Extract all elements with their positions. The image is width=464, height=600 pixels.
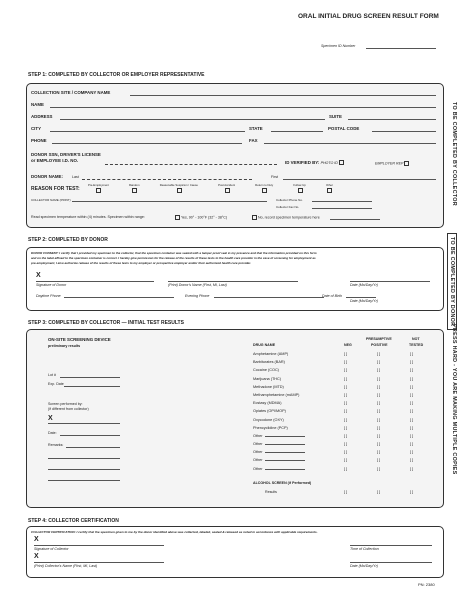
reason-label: Pre-Employment (88, 183, 109, 187)
side-label-press-hard: PRESS HARD - YOU ARE MAKING MULTIPLE COPIES (451, 324, 457, 475)
donor-signature-field[interactable] (36, 281, 154, 282)
positive-checkbox[interactable]: [ ] (377, 458, 381, 463)
name-field[interactable] (50, 107, 436, 108)
alcohol-screen-label: ALCOHOL SCREEN (if Performed) (253, 481, 312, 485)
drug-name: Other (253, 450, 305, 458)
donor-print-name-label: (Print) Donor's Name (First, MI, Last) (168, 283, 227, 287)
temperature-instruction: Read specimen temperature within (4) minutes. Specimen within range: (31, 215, 145, 219)
not-tested-checkbox[interactable]: [ ] (410, 401, 414, 406)
positive-checkbox[interactable]: [ ] (377, 409, 381, 414)
step3-title: STEP 3: COMPLETED BY COLLECTOR — INITIAL TEST RESULTS (28, 320, 184, 326)
part-number: PN: 2380 (418, 582, 435, 587)
drug-name: Marijuana (THC) (253, 376, 282, 381)
donor-ssn-label: DONOR SSN, DRIVER'S LICENSE (31, 152, 101, 157)
positive-checkbox[interactable]: [ ] (377, 376, 381, 381)
drug-name-list (253, 352, 305, 475)
neg-checkbox[interactable]: [ ] (344, 425, 348, 430)
remarks-label: Remarks: (48, 443, 64, 447)
lot-label: Lot # (48, 373, 56, 377)
other-drug-field[interactable] (265, 444, 305, 445)
collector-signature-label: Signature of Collector (34, 547, 69, 551)
neg-checkbox[interactable]: [ ] (344, 368, 348, 373)
collection-time-label: Time of Collection (350, 547, 379, 551)
not-tested-checkbox[interactable]: [ ] (410, 425, 414, 430)
not-tested-checkbox[interactable]: [ ] (410, 368, 414, 373)
positive-checkbox[interactable]: [ ] (377, 384, 381, 389)
neg-checkbox[interactable]: [ ] (344, 392, 348, 397)
not-tested-checkbox[interactable]: [ ] (410, 409, 414, 414)
reason-label: Reasonable Suspicion / Cause (159, 183, 198, 187)
drug-name: Barbiturates (BAR) (253, 360, 285, 365)
reason-options (88, 183, 333, 193)
drug-name: Methamphetamine (mAMP) (253, 392, 300, 397)
photo-id-option[interactable]: PHOTO ID (320, 161, 338, 165)
reason-option-1[interactable] (129, 183, 140, 193)
screen-date-field[interactable] (60, 435, 120, 436)
employee-id-label: or EMPLOYEE I.D. NO. (31, 158, 79, 163)
not-tested-checkbox[interactable]: [ ] (410, 458, 414, 463)
neg-checkbox[interactable]: [ ] (344, 352, 348, 356)
postal-code-field[interactable] (372, 131, 436, 132)
temp-yes-option[interactable]: Yes, 90° - 100°F (32° - 38°C) (174, 215, 227, 220)
drug-name: Other (253, 458, 305, 466)
drug-name: Oxycodone (OXY) (253, 417, 284, 422)
phone-label: PHONE (31, 138, 47, 143)
temperature-field[interactable] (330, 219, 380, 220)
side-label-donor: TO BE COMPLETED BY DONOR (447, 233, 457, 330)
positive-checkbox[interactable]: [ ] (377, 392, 381, 397)
dob-field[interactable] (346, 297, 376, 298)
neg-header: NEG (344, 343, 352, 347)
phone-field[interactable] (52, 143, 242, 144)
temp-no-option[interactable]: No, record specimen temperature here (251, 215, 320, 220)
neg-checkbox[interactable]: [ ] (344, 442, 348, 447)
collector-print-name-label: (Print) Collector's Name (First, MI, Last) (34, 564, 98, 568)
neg-checkbox[interactable]: [ ] (344, 450, 348, 455)
temp-yes-checkbox[interactable] (175, 215, 180, 220)
not-tested-column (410, 352, 413, 475)
positive-checkbox[interactable]: [ ] (377, 425, 381, 430)
positive-column (377, 352, 380, 475)
positive-checkbox[interactable]: [ ] (377, 360, 381, 365)
exp-date-label: Exp. Date (48, 382, 64, 386)
collection-date-label: Date (Mo/Day/Yr) (350, 564, 378, 568)
donor-name-label: DONOR NAME: (31, 174, 63, 179)
lot-field[interactable] (60, 377, 120, 378)
other-drug-field[interactable] (265, 452, 305, 453)
preliminary-results-label: preliminary results (48, 344, 81, 348)
specimen-id-field[interactable] (366, 48, 436, 49)
neg-checkbox[interactable]: [ ] (344, 458, 348, 463)
collector-print-x: X (34, 553, 39, 560)
reason-option-6[interactable] (326, 183, 333, 193)
neg-checkbox[interactable]: [ ] (344, 409, 348, 414)
positive-checkbox[interactable]: [ ] (377, 450, 381, 455)
positive-checkbox[interactable]: [ ] (377, 352, 381, 356)
collection-site-label: COLLECTION SITE / COMPANY NAME (31, 90, 111, 95)
neg-checkbox[interactable]: [ ] (344, 466, 348, 471)
not-header: NOT (412, 337, 420, 341)
drug-name: Other (253, 467, 305, 475)
positive-checkbox[interactable]: [ ] (377, 417, 381, 422)
state-field[interactable] (271, 131, 323, 132)
collector-print-name-field[interactable] (34, 562, 164, 563)
drug-name: Cocaine (COC) (253, 368, 279, 373)
not-tested-checkbox[interactable]: [ ] (410, 417, 414, 422)
neg-checkbox[interactable]: [ ] (344, 384, 348, 389)
last-name-field[interactable] (82, 179, 252, 180)
fax-label: FAX (249, 138, 258, 143)
not-tested-checkbox[interactable]: [ ] (410, 466, 414, 471)
evening-phone-label: Evening Phone (185, 294, 210, 298)
employer-rep-option[interactable]: EMPLOYER REP (375, 161, 409, 166)
alcohol-results-label: Results (265, 490, 277, 494)
collector-signature-field[interactable] (34, 545, 164, 546)
evening-phone-field[interactable] (214, 297, 324, 298)
form-title: ORAL INITIAL DRUG SCREEN RESULT FORM (298, 13, 439, 20)
address-field[interactable] (60, 119, 325, 120)
suite-label: SUITE (329, 114, 342, 119)
alcohol-not-tested-checkbox[interactable]: [ ] (410, 490, 414, 494)
collection-time-field[interactable] (350, 545, 432, 546)
reason-checkbox[interactable] (327, 188, 332, 193)
other-drug-field[interactable] (265, 436, 305, 437)
positive-checkbox[interactable]: [ ] (377, 466, 381, 471)
positive-checkbox[interactable]: [ ] (377, 442, 381, 447)
drug-name: Opiates (OPI/MOP) (253, 409, 286, 414)
collector-phone-label: Collector Phone No. (276, 198, 303, 202)
postal-code-label: POSTAL CODE (328, 126, 360, 131)
reason-option-3[interactable] (218, 183, 235, 193)
reason-label: Follow Up (293, 183, 306, 187)
neg-checkbox[interactable]: [ ] (344, 401, 348, 406)
step4-title: STEP 4: COLLECTOR CERTIFICATION (28, 518, 119, 524)
tested-header: TESTED (409, 343, 424, 347)
reason-checkbox[interactable] (262, 188, 267, 193)
fax-field[interactable] (264, 143, 436, 144)
drug-name: Ecstasy (MDMA) (253, 401, 282, 406)
exp-date-field[interactable] (64, 386, 120, 387)
neg-column (344, 352, 347, 475)
step2-title: STEP 2: COMPLETED BY DONOR (28, 237, 108, 243)
reason-checkbox[interactable] (298, 188, 303, 193)
donor-signature-x: X (36, 272, 41, 279)
not-tested-checkbox[interactable]: [ ] (410, 376, 414, 381)
side-label-collector: TO BE COMPLETED BY COLLECTOR (451, 102, 457, 206)
dob-label: Date of Birth (322, 294, 342, 298)
first-name-field[interactable] (283, 179, 436, 180)
donor-date-field[interactable] (350, 281, 430, 282)
collector-fax-field[interactable] (312, 208, 372, 209)
first-name-label: First (271, 175, 278, 179)
screen-by-label: Screen performed by: (48, 402, 83, 406)
not-tested-checkbox[interactable]: [ ] (410, 392, 414, 397)
reason-label: Random (128, 183, 140, 187)
screen-by-note: (if different from collector) (48, 407, 89, 411)
remarks-line-3[interactable] (48, 469, 120, 470)
not-tested-checkbox[interactable]: [ ] (410, 384, 414, 389)
employer-rep-checkbox[interactable] (404, 161, 409, 166)
last-name-label: Last (72, 175, 79, 179)
daytime-phone-field[interactable] (64, 297, 174, 298)
neg-checkbox[interactable]: [ ] (344, 360, 348, 365)
city-label: CITY (31, 126, 42, 131)
photo-id-checkbox[interactable] (339, 160, 344, 165)
reason-checkbox[interactable] (225, 188, 230, 193)
donor-ssn-field[interactable] (105, 164, 277, 165)
reason-option-4[interactable] (255, 183, 273, 193)
not-tested-checkbox[interactable]: [ ] (410, 450, 414, 455)
collection-site-field[interactable] (130, 95, 436, 96)
collector-name-label: COLLECTOR NAME (PRINT) (31, 198, 71, 202)
name-label: NAME (31, 102, 44, 107)
dob-date-format: Date (Mo/Day/Yr) (350, 299, 378, 303)
drug-name: Other (253, 442, 305, 450)
donor-consent-line-2: and on the label affixed to the specimen container is correct. I hereby give permission for the release of the results of these tests to the health care provider in the case of screening for employment as (31, 256, 316, 260)
donor-print-name-field[interactable] (168, 281, 298, 282)
collector-name-field[interactable] (72, 201, 267, 202)
screen-date-label: Date: (48, 431, 57, 435)
collector-phone-field[interactable] (312, 201, 372, 202)
neg-checkbox[interactable]: [ ] (344, 376, 348, 381)
reason-option-2[interactable] (160, 183, 198, 193)
donor-consent-line-1: DONOR CONSENT: I certify that I provided my specimen to the collector, that the specimen container was sealed with a tamper proof seal in my presence and that the information provided on this form (31, 251, 317, 255)
specimen-id-label: Specimen ID Number (321, 44, 356, 48)
collector-certification-text: COLLECTOR CERTIFICATION: I certify that the specimen given to me by the donor identified above was collected, labeled, sealed & released as noted in accordance with applicable requirements. (31, 530, 318, 534)
temp-no-checkbox[interactable] (252, 215, 257, 220)
reason-label: Other (325, 183, 333, 187)
reason-checkbox[interactable] (96, 188, 101, 193)
positive-checkbox[interactable]: [ ] (377, 368, 381, 373)
remarks-line-1[interactable] (66, 447, 120, 448)
remarks-line-2[interactable] (48, 458, 120, 459)
drug-name: Other (253, 434, 305, 442)
reason-option-0[interactable] (88, 183, 109, 193)
id-verified-label: ID VERIFIED BY: PHOTO ID (285, 160, 344, 165)
reason-for-test-label: REASON FOR TEST: (31, 186, 80, 192)
other-drug-field[interactable] (265, 469, 305, 470)
donor-signature-label: Signature of Donor (36, 283, 67, 287)
not-tested-checkbox[interactable]: [ ] (410, 442, 414, 447)
reason-label: Post Accident (218, 183, 236, 187)
not-tested-checkbox[interactable]: [ ] (410, 360, 414, 365)
other-drug-field[interactable] (265, 460, 305, 461)
not-tested-checkbox[interactable]: [ ] (410, 352, 414, 356)
step3-box (26, 329, 444, 508)
daytime-phone-label: Daytime Phone (36, 294, 61, 298)
alcohol-neg-checkbox[interactable]: [ ] (344, 490, 348, 494)
donor-date-label: Date (Mo/Day/Yr) (350, 283, 378, 287)
positive-header: POSITIVE (371, 343, 388, 347)
positive-checkbox[interactable]: [ ] (377, 401, 381, 406)
screener-signature-field[interactable] (48, 423, 120, 424)
device-label: ON-SITE SCREENING DEVICE (48, 337, 111, 342)
remarks-line-4[interactable] (48, 480, 120, 481)
address-label: ADDRESS (31, 114, 53, 119)
drug-name: Phencyclidine (PCP) (253, 425, 288, 430)
suite-field[interactable] (348, 119, 436, 120)
alcohol-positive-checkbox[interactable]: [ ] (377, 490, 381, 494)
not-tested-checkbox[interactable]: [ ] (410, 433, 414, 438)
collector-signature-x: X (34, 536, 39, 543)
drug-name-header: DRUG NAME (253, 343, 276, 347)
state-label: STATE (249, 126, 263, 131)
screener-signature-x: X (48, 415, 53, 422)
reason-checkbox[interactable] (132, 188, 137, 193)
reason-checkbox[interactable] (177, 188, 182, 193)
city-field[interactable] (50, 131, 245, 132)
step1-title: STEP 1: COMPLETED BY COLLECTOR OR EMPLOYER REPRESENTATIVE (28, 72, 205, 78)
presumptive-header: PRESUMPTIVE (366, 337, 392, 341)
donor-consent-line-3: pre-employment, I also authorize release of the results of these tests to my employer or prospective employer and/or their authorized health care provider. (31, 261, 252, 265)
collector-fax-label: Collector Fax No. (276, 205, 300, 209)
drug-name: Methadone (MTD) (253, 384, 284, 389)
reason-option-5[interactable] (293, 183, 305, 193)
collection-date-field[interactable] (350, 562, 432, 563)
reason-label: Return to Duty (255, 183, 274, 187)
neg-checkbox[interactable]: [ ] (344, 433, 348, 438)
drug-name: Amphetamine (AMP) (253, 352, 289, 356)
neg-checkbox[interactable]: [ ] (344, 417, 348, 422)
positive-checkbox[interactable]: [ ] (377, 433, 381, 438)
